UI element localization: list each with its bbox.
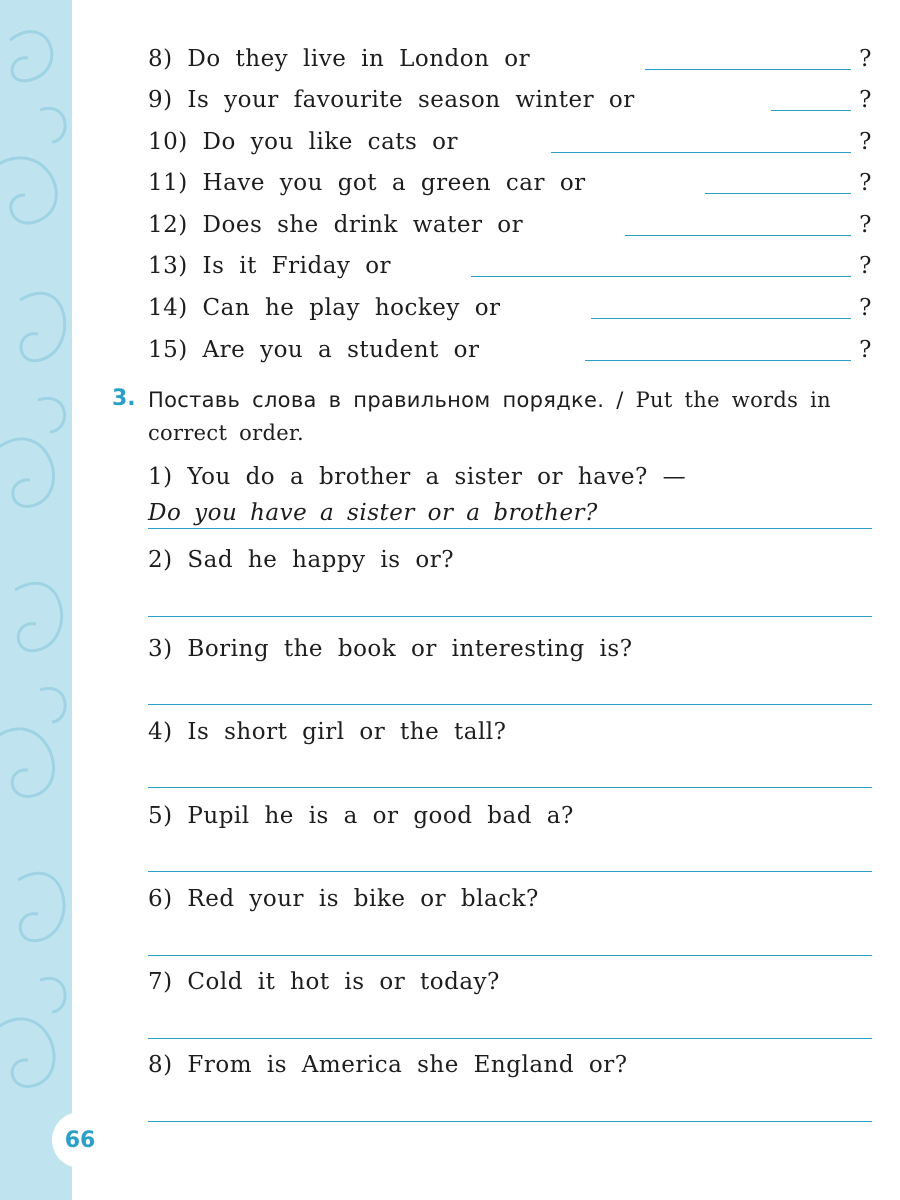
question-mark: ? (859, 253, 872, 279)
answer-blank[interactable] (585, 359, 851, 361)
exercise-item: 3) Boring the book or interesting is? (148, 636, 633, 662)
question-text: 13) Is it Friday or (148, 253, 392, 279)
answer-blank[interactable] (771, 109, 851, 111)
answer-line[interactable] (148, 787, 872, 788)
question-text: 11) Have you got a green car or (148, 170, 586, 196)
instruction-ru: Поставь слова в правильном порядке. (148, 388, 605, 412)
question-mark: ? (859, 129, 872, 155)
question-row (148, 208, 872, 242)
answer-blank[interactable] (551, 151, 851, 153)
answer-blank[interactable] (645, 68, 851, 70)
answer-line[interactable] (148, 1121, 872, 1122)
answer-blank[interactable] (705, 192, 851, 194)
exercise-item: 5) Pupil he is a or good bad a? (148, 803, 574, 829)
exercise-item: 7) Cold it hot is or today? (148, 969, 500, 995)
page-number: 66 (52, 1112, 108, 1168)
task-instruction (148, 384, 878, 450)
margin-decoration (0, 0, 72, 1200)
example-answer: Do you have a sister or a brother? (148, 500, 872, 529)
question-text: 9) Is your favourite season winter or (148, 87, 635, 113)
question-mark: ? (859, 87, 872, 113)
question-row (148, 42, 872, 76)
question-text: 15) Are you a student or (148, 337, 480, 363)
answer-blank[interactable] (625, 234, 851, 236)
question-text: 12) Does she drink water or (148, 212, 524, 238)
question-text: 8) Do they live in London or (148, 46, 531, 72)
question-row (148, 125, 872, 159)
question-row (148, 333, 872, 367)
question-mark: ? (859, 212, 872, 238)
exercise-item: 8) From is America she England or? (148, 1052, 628, 1078)
question-row (148, 249, 872, 283)
answer-blank[interactable] (471, 275, 851, 277)
answer-line[interactable] (148, 1038, 872, 1039)
answer-line[interactable] (148, 955, 872, 956)
question-mark: ? (859, 46, 872, 72)
instruction-separator: / (616, 388, 624, 412)
question-mark: ? (859, 170, 872, 196)
swirl-pattern-icon (0, 0, 72, 1200)
instruction-en: Put the words in correct order. (148, 388, 831, 445)
example-prompt: 1) You do a brother a sister or have? — (148, 464, 687, 490)
question-text: 10) Do you like cats or (148, 129, 458, 155)
question-mark: ? (859, 295, 872, 321)
question-mark: ? (859, 337, 872, 363)
question-text: 14) Can he play hockey or (148, 295, 501, 321)
answer-line[interactable] (148, 616, 872, 617)
question-row (148, 291, 872, 325)
exercise-item: 4) Is short girl or the tall? (148, 719, 507, 745)
question-row (148, 166, 872, 200)
answer-line[interactable] (148, 704, 872, 705)
task-number: 3. (112, 386, 136, 411)
question-row (148, 83, 872, 117)
exercise-item: 2) Sad he happy is or? (148, 547, 455, 573)
answer-line[interactable] (148, 871, 872, 872)
answer-blank[interactable] (591, 317, 851, 319)
exercise-item: 6) Red your is bike or black? (148, 886, 539, 912)
